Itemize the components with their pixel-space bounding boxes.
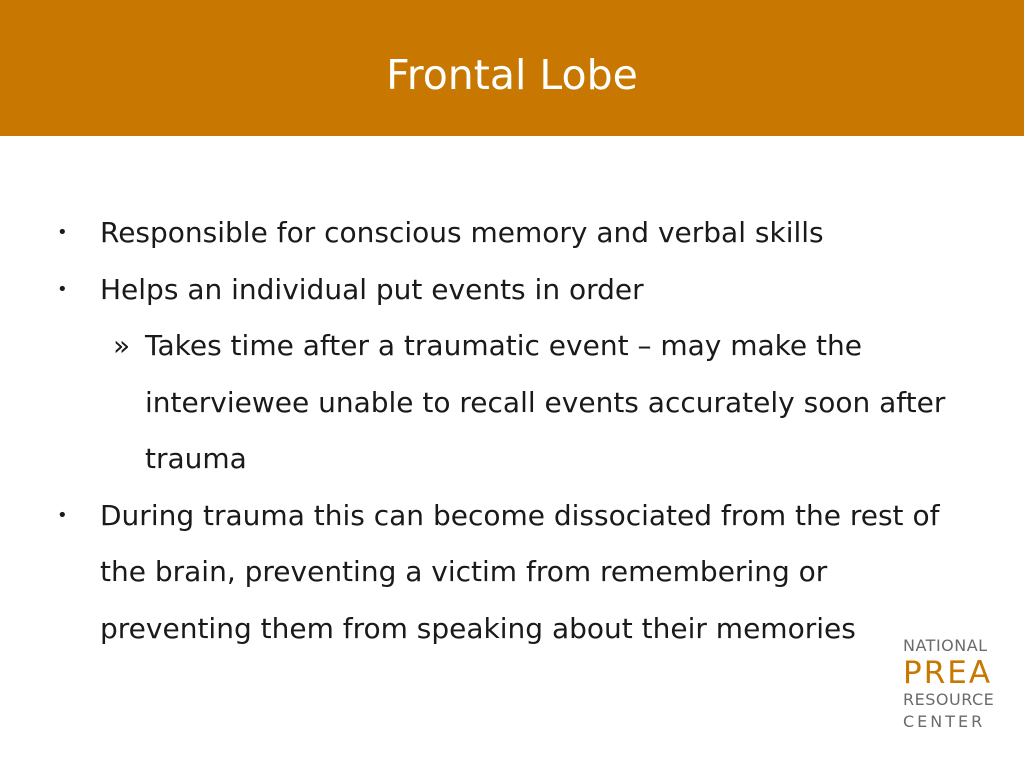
bullet-marker: •: [57, 504, 68, 526]
sub-bullet-marker: »: [113, 329, 131, 362]
bullet-item: [0, 205, 1024, 262]
logo-resource: RESOURCE: [903, 690, 995, 709]
bullet-text: During trauma this can become dissociated from the rest of the brain, preventing a victim from remembering or preventing them from speaking about their memories: [100, 498, 940, 645]
bullet-marker: •: [57, 222, 68, 243]
logo-national: NATIONAL: [903, 636, 988, 655]
bullet-text: Responsible for conscious memory and verbal skills: [100, 216, 824, 249]
slide-title: Frontal Lobe: [386, 51, 638, 99]
bullet-marker: •: [57, 278, 68, 300]
logo-center: CENTER: [903, 712, 986, 731]
bullet-text: Helps an individual put events in order: [100, 272, 644, 306]
prea-logo: [903, 636, 1003, 734]
sub-bullet-item: [0, 318, 1024, 488]
bullet-item: [0, 262, 1024, 319]
bullet-list: [0, 205, 1024, 657]
sub-bullet-text: Takes time after a traumatic event – may make the interviewee unable to recall events accurately soon after trauma: [145, 329, 946, 475]
logo-prea: PREA: [903, 655, 993, 691]
bullet-item: [0, 488, 1024, 658]
